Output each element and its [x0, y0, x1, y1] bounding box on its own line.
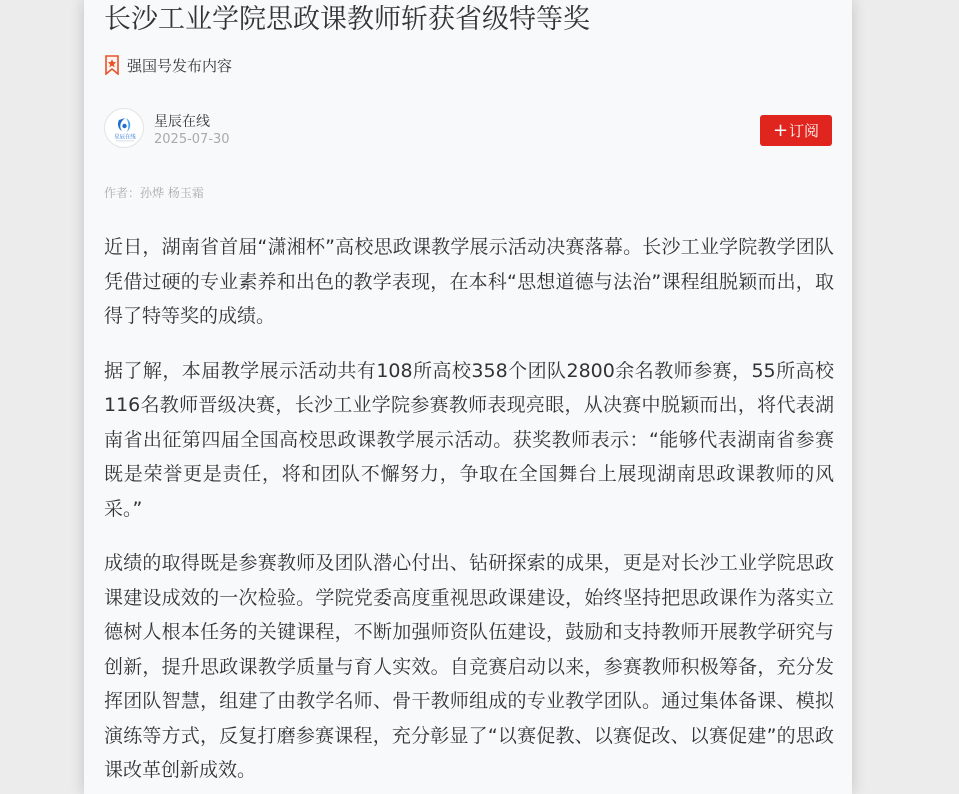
xingchen-logo-icon — [105, 109, 144, 148]
bookmark-star-icon — [104, 55, 120, 75]
publish-date: 2025-07-30 — [154, 132, 230, 147]
author-credit: 作者：孙烨 杨玉霜 — [104, 186, 204, 200]
subscribe-label: 订阅 — [789, 122, 820, 140]
avatar-logo-text: 星辰在线 — [114, 134, 136, 141]
article-body — [104, 230, 834, 794]
plus-icon: + — [772, 119, 789, 141]
article-card — [84, 0, 852, 794]
account-row — [104, 108, 832, 152]
account-name[interactable]: 星辰在线 — [154, 114, 210, 130]
subscribe-button[interactable] — [760, 115, 832, 146]
paragraph: 成绩的取得既是参赛教师及团队潜心付出、钻研探索的成果，更是对长沙工业学院思政课建设成效的一次检验。学院党委高度重视思政课建设，始终坚持把思政课作为落实立德树人根本任务的关键课程，不断加强师资队伍建设，鼓励和支持教师开展教学研究与创新，提升思政课教学质量与育人实效。自竞赛启动以来，参赛教师积极筹备，充分发挥团队智慧，组建了由教学名师、骨干教师组成的专业教学团队。通过集体备课、模拟演练等方式，反复打磨参赛课程，充分彰显了“以赛促教、以赛促改、以赛促建”的思政课改革创新成效。 — [104, 552, 834, 781]
source-label: 强国号发布内容 — [127, 56, 233, 75]
paragraph: 近日，湖南省首届“潇湘杯”高校思政课教学展示活动决赛落幕。长沙工业学院教学团队凭借过硬的专业素养和出色的教学表现，在本科“思想道德与法治”课程组脱颖而出，取得了特等奖的成绩。 — [104, 236, 834, 327]
avatar[interactable] — [104, 108, 144, 148]
source-line — [104, 54, 232, 76]
article-title: 长沙工业学院思政课教师斩获省级特等奖 — [104, 4, 590, 35]
paragraph: 据了解，本届教学展示活动共有108所高校358个团队2800余名教师参赛，55所高校116名教师晋级决赛，长沙工业学院参赛教师表现亮眼，从决赛中脱颖而出，将代表湖南省出征第四届全国高校思政课教学展示活动。获奖教师表示：“能够代表湖南省参赛既是荣誉更是责任，将和团队不懈努力，争取在全国舞台上展现湖南思政课教师的风采。” — [104, 359, 834, 520]
